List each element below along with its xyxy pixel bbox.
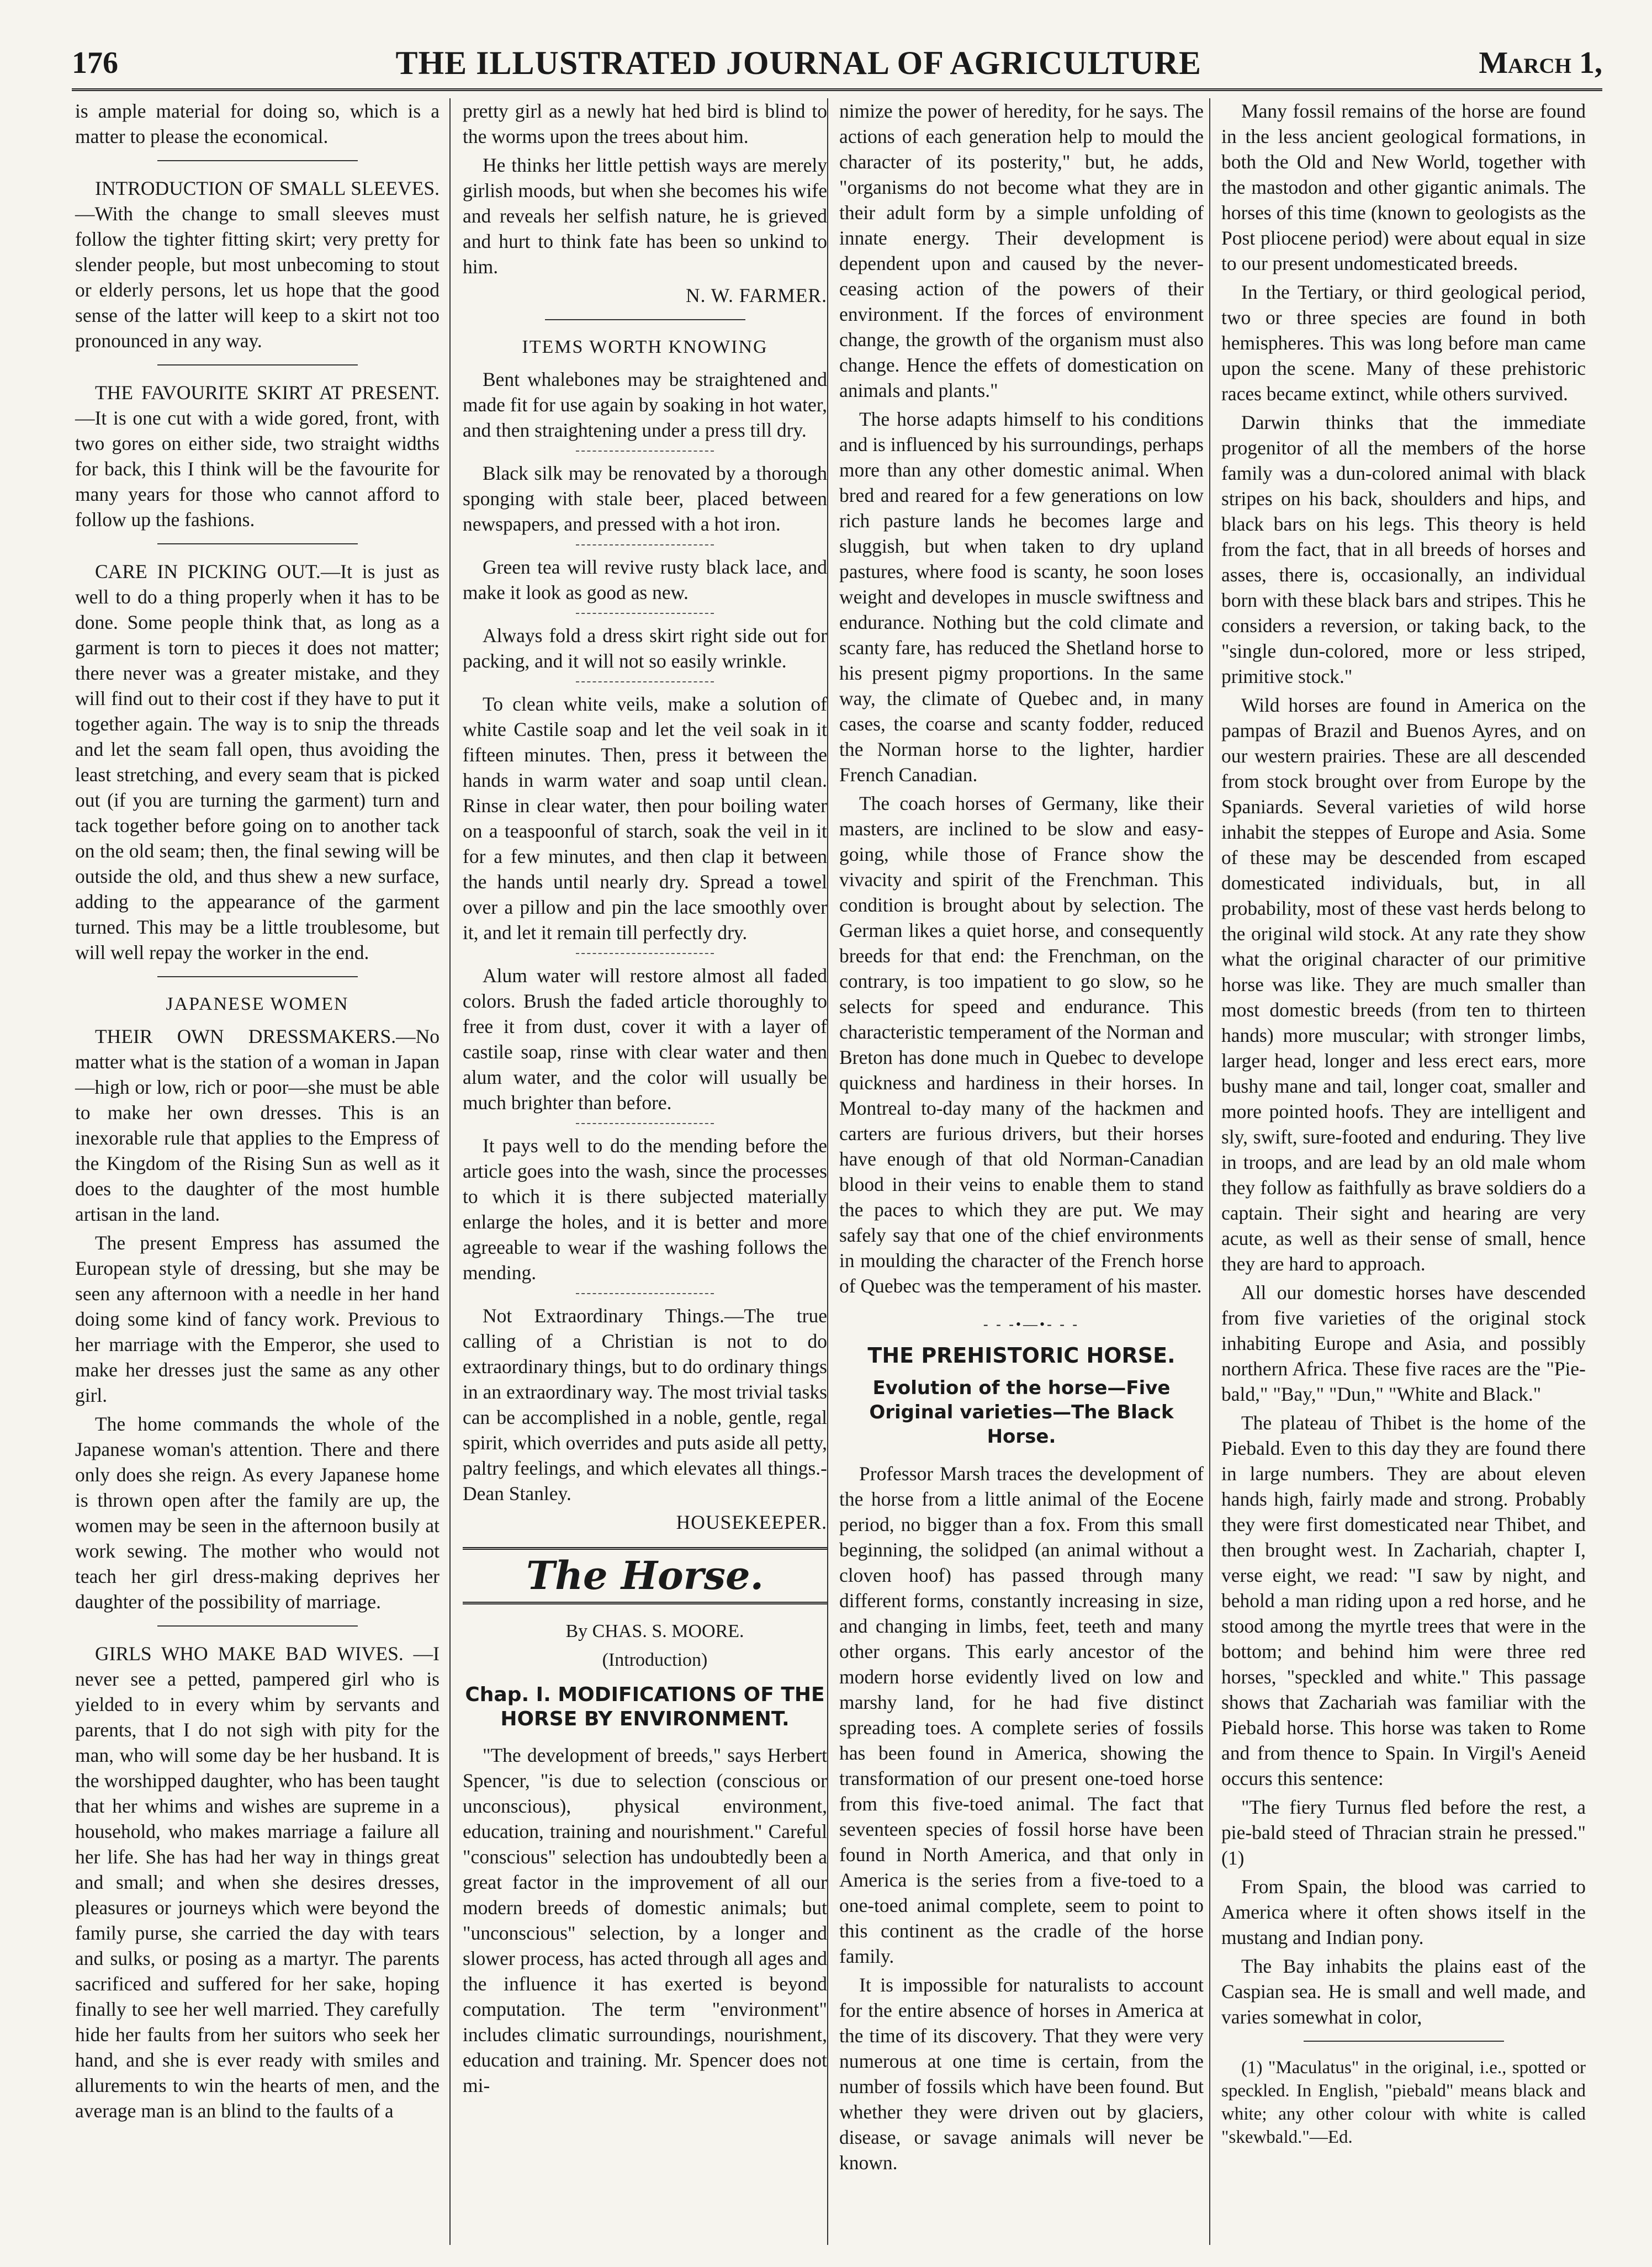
introduction-label: (Introduction) (602, 1650, 708, 1670)
tip-item: Alum water will restore almost all faded colors. Brush the faded article thoroughly to free it from dust, cover it with a layer of castile soap, rinse with clear water and then alum water, and the color will usually be much brighter than before. (463, 965, 827, 1114)
author-signature: HOUSEKEEPER. (676, 1511, 827, 1533)
divider (157, 1625, 358, 1627)
article-paragraph: All our domestic horses have descended from five varieties of the original stock inhabiting Europe and Asia, and possibly northern Africa. These five races are the "Pie-bald," "Bay," "Dun," "White and Black." (1221, 1281, 1586, 1405)
chapter-heading: Chap. I. MODIFICATIONS OF THE HORSE BY ENVIRONMENT. (465, 1683, 825, 1730)
article-small-sleeves: INTRODUCTION OF SMALL SLEEVES.—With the change to small sleeves must follow the tighter fitting skirt; very pretty for slender people, but most unbecoming to stout or elderly persons, let us hope that the good sense of the latter will keep to a skirt not too pronounced in any way. (75, 177, 440, 352)
divider (576, 681, 714, 682)
article-paragraph: The plateau of Thibet is the home of the Piebald. Even to this day they are found there in large numbers. They are about eleven hands high, fairly made and strong. Probably they were first domesticated near Thibet, and then brought west. In Zachariah, chapter I, verse eight, we read: "I saw by night, and behold a man riding upon a red horse, and he stood among the myrtle trees that were in the bottom; and behind him were three red horses, "speckled and white." This passage shows that Zachariah was familiar with the Piebald horse. This horse was taken to Rome and from thence to Spain. In Virgil's Aeneid occurs this sentence: (1221, 1412, 1586, 1789)
article-paragraph: From Spain, the blood was carried to America where it often shows itself in the mustang and Indian pony. (1221, 1876, 1586, 1948)
article-paragraph: The Bay inhabits the plains east of the Caspian sea. He is small and well made, and varies somewhat in color, (1221, 1955, 1586, 2028)
column-rule (1209, 98, 1210, 2245)
article-paragraph: THEIR OWN DRESSMAKERS.—No matter what is the station of a woman in Japan—high or low, rich or poor—she must be able to make her own dresses. This is an inexorable rule that applies to the Empress of the Kingdom of the Rising Sun as well as it does to the daughter of the most humble artisan in the land. (75, 1025, 440, 1225)
divider (576, 953, 714, 954)
divider (576, 1123, 714, 1124)
author-signature: N. W. FARMER. (686, 284, 827, 306)
footnote: (1) "Maculatus" in the original, i.e., spotted or speckled. In English, "piebald" means black and white; any other colour with white is called "skewbald."—Ed. (1221, 2058, 1586, 2147)
column-rule (827, 98, 828, 2245)
article-continuation: is ample material for doing so, which is a matter to please the economical. (75, 100, 440, 147)
section-title-the-horse: The Horse. (463, 1547, 827, 1604)
article-favourite-skirt: THE FAVOURITE SKIRT AT PRESENT.—It is one cut with a wide gored, front, with two gores on either side, two straight widths for back, this I think will be the favourite for many years for those who cannot afford to follow up the fashions. (75, 382, 440, 531)
article-continuation: pretty girl as a newly hat hed bird is blind to the worms upon the trees about him. (463, 100, 827, 147)
article-paragraph: "The development of breeds," says Herbert Spencer, "is due to selection (conscious or unconscious), physical environment, education, training and nourishment." Careful "conscious" selection has undoubtedly been a great factor in the improvement of all our modern breeds of domestic animals; but "unconscious" selection, by a longer and slower process, has acted through all ages and the influence it has exerted is beyond computation. The term "environment" includes climatic surroundings, nourishment, education and training. Mr. Spencer does not mi- (463, 1744, 827, 2096)
article-paragraph: Wild horses are found in America on the pampas of Brazil and Buenos Ayres, and on our western prairies. These are all descended from stock brought over from Europe by the Spaniards. Several varieties of wild horse inhabit the steppes of Europe and Asia. Some of these may be descended from escaped domesticated individuals, but, in all probability, most of these vast herds belong to the original wild stock. At any rate they show what the original character of our primitive horse was like. They are much smaller than most domestic breeds (from ten to thirteen hands) more muscular; with stronger limbs, larger head, longer and less erect ears, more bushy mane and tail, longer coat, smaller and more pointed hoofs. They are intelligent and sly, swift, sure-footed and enduring. They live in troops, and are lead by an old male whom they follow as faithfully as brave soldiers do a captain. Their sight and hearing are very acute, as well as their sense of small, hence they are hard to approach. (1221, 694, 1586, 1275)
byline: By CHAS. S. MOORE. (565, 1621, 744, 1641)
ornament-divider: - - -•—•- - - (983, 1316, 1080, 1332)
divider (157, 976, 358, 977)
divider (576, 1293, 714, 1294)
issue-date: March 1, (1479, 46, 1602, 80)
article-paragraph: The horse adapts himself to his conditions and is influenced by his surroundings, perhaps more than any other domestic animal. When bred and reared for a few generations on low rich pasture lands he becomes large and sluggish, but when taken to dry upland pastures, where food is scanty, he soon loses weight and developes in muscle swiftness and endurance. Nothing but the cold climate and scanty fare, has reduced the Shetland horse to his present pigmy proportions. In the same way, the climate of Quebec and, in many cases, the coarse and scanty fodder, reduced the Norman horse to the lighter, hardier French Canadian. (839, 408, 1204, 786)
article-paragraph: It is impossible for naturalists to account for the entire absence of horses in America at the time of its discovery. That they were very numerous at one time is certain, from the number of fossils which have been found. But whether they were driven out by glaciers, disease, or savage animals will never be known. (839, 1974, 1204, 2174)
subheading-evolution: Evolution of the horse—Five Original varieties—The Black Horse. (869, 1377, 1174, 1448)
journal-title: THE ILLUSTRATED JOURNAL OF AGRICULTURE (395, 44, 1201, 81)
quotation: "The fiery Turnus fled before the rest, a pie-bald steed of Thracian strain he pressed." (1) (1221, 1796, 1586, 1869)
column-1 (75, 98, 440, 2127)
article-care-picking-out: CARE IN PICKING OUT.—It is just as well to do a thing properly when it has to be done. Some people think that, as long as a garment is torn to pieces it does not matter; there never was a greater mistake, and they will find out to their cost if they have to put it together again. The way is to snip the threads and let the seam fall open, thus avoiding the least stretching, and every seam that is picked out (if you are turning the garment) turn and tack together before going on to another tack on the old seam; then, the final sewing will be outside the old, and thus shew a new surface, adding to the appearance of the garment turned. This may be a little troublesome, but will well repay the worker in the end. (75, 560, 440, 963)
heading-items-worth-knowing: ITEMS WORTH KNOWING (522, 337, 768, 357)
tip-item: To clean white veils, make a solution of white Castile soap and let the veil soak in it fifteen minutes. Then, press it between the hands in warm water and soap until clean. Rinse in clear water, then pour boiling water on a teaspoonful of starch, soak the veil in it for a few minutes, and then clap it between the hands until nearly dry. Spread a towel over a pillow and pin the lace smoothly over it, and let it remain till perfectly dry. (463, 693, 827, 944)
article-paragraph: He thinks her little pettish ways are merely girlish moods, but when she becomes his wife and reveals her selfish nature, he is grieved and hurt to think fate has been so unkind to him. (463, 154, 827, 278)
tip-item: Black silk may be renovated by a thorough sponging with stale beer, placed between newspapers, and pressed with a hot iron. (463, 462, 827, 535)
article-paragraph: The coach horses of Germany, like their masters, are inclined to be slow and easy-going, while those of France show the vivacity and spirit of the Frenchman. This condition is brought about by selection. The German likes a quiet horse, and consequently breeds for that end: the Frenchman, on the contrary, is too impatient to go slow, so he selects for speed and endurance. This characteristic temperament of the Norman and Breton has done much in Quebec to develope quickness and hardiness in their horses. In Montreal to-day many of the hackmen and carters are furious drivers, but their horses have enough of that old Norman-Canadian blood in their veins to enable them to stand the paces to which they are put. We may safely say that one of the chief environments in moulding the character of the French horse of Quebec was the temperament of his master. (839, 792, 1204, 1297)
column-4 (1221, 98, 1586, 2152)
column-rule (449, 98, 451, 2245)
article-paragraph: Darwin thinks that the immediate progenitor of all the members of the horse family was a dun-colored animal with black stripes on his back, shoulders and hips, and black bars on his legs. This theory is held from the fact, that in all breeds of horses and asses, there is, occasionally, an individual born with these black bars and stripes. This he considers a reversion, or taking back, to the "single dun-colored, more or less striped, primitive stock." (1221, 411, 1586, 687)
article-paragraph: The home commands the whole of the Japanese woman's attention. There and there only does she reign. As every Japanese home is thrown open after the family are up, the women may be seen in the afternoon busily at work sewing. The mother who would not teach her girl dress-making deprives her daughter of the possibility of marriage. (75, 1413, 440, 1613)
tip-item: Green tea will revive rusty black lace, and make it look as good as new. (463, 556, 827, 603)
spacer (839, 1302, 1204, 1312)
column-3 (839, 98, 1204, 2179)
divider (157, 160, 358, 161)
tip-item: Not Extraordinary Things.—The true calling of a Christian is not to do extraordinary things, but to do ordinary things in an extraordinary way. The most trivial tasks can be accomplished in a noble, gentle, regal spirit, which overrides and puts aside all petty, paltry feelings, and which elevates all things.- Dean Stanley. (463, 1305, 827, 1505)
article-paragraph: Professor Marsh traces the development of the horse from a little animal of the Eocene period, no bigger than a fox. From this small beginning, the solidped (an animal without a cloven hoof) has passed through many different forms, constantly increasing in size, and changing in limbs, feet, teeth and many other organs. This early ancestor of the modern horse evidently lived on low and marshy land, for he had five distinct spreading toes. A complete series of fossils has been found in America, showing the transformation of our present one-toed horse from this five-toed animal. The fact that seventeen species of fossil horse have been found in North America, and that only in America is the series from a five-toed to a one-toed animal complete, seem to point to this continent as the cradle of the horse family. (839, 1463, 1204, 1967)
page-number: 176 (72, 46, 118, 80)
divider (576, 451, 714, 452)
tip-item: Always fold a dress skirt right side out for packing, and it will not so easily wrinkle. (463, 624, 827, 672)
article-continuation: nimize the power of heredity, for he says. The actions of each generation help to mould the character of its posterity," but, he adds, "organisms do not become what they are in their adult form by a simple unfolding of innate energy. Their development is dependent upon and caused by the never-ceasing action of the powers of their environment. If the forces of environment change, the growth of the organism must also change. Hence the effets of domestication on animals and plants." (839, 100, 1204, 401)
heading-japanese-women: JAPANESE WOMEN (166, 994, 349, 1014)
masthead (72, 38, 1602, 91)
divider (157, 364, 358, 366)
article-paragraph: Many fossil remains of the horse are found in the less ancient geological formations, in both the Old and New World, together with the mastodon and other gigantic animals. The horses of this time (known to geologists as the Post pliocene period) were about equal in size to our present undomesticated breeds. (1221, 100, 1586, 274)
tip-item: Bent whalebones may be straightened and made fit for use again by soaking in hot water, and then straightening under a press till dry. (463, 368, 827, 441)
article-girls-bad-wives: GIRLS WHO MAKE BAD WIVES. —I never see a petted, pampered girl who is yielded to in every whim by servants and parents, that I do not sigh with pity for the man, who will some day be her husband. It is the worshipped daughter, who has been taught that her whims and wishes are supreme in a household, who makes marriage a failure all her life. She has had her way in things great and small; and when she desires dresses, pleasures or journeys which were beyond the family purse, she carried the day with tears and sulks, or posing as a martyr. The parents sacrificed and suffered for her sake, hoping finally to see her well married. They carefully hide her faults from her suitors who seek her hand, and she is ever ready with smiles and allurements to win the hearts of men, and the average man is an blind to the faults of a (75, 1643, 440, 2122)
article-paragraph: In the Tertiary, or third geological period, two or three species are found in both hemispheres. This was long before man came upon the scene. Many of these prehistoric races became extinct, while others survived. (1221, 281, 1586, 405)
divider (1304, 2041, 1504, 2042)
heading-prehistoric-horse: THE PREHISTORIC HORSE. (867, 1343, 1176, 1368)
tip-item: It pays well to do the mending before the article goes into the wash, since the processes to which it is there subjected materially enlarge the holes, and it is better and more agreeable to wear if the washing follows the mending. (463, 1135, 827, 1284)
divider (576, 613, 714, 614)
column-2 (463, 98, 827, 2101)
divider (576, 544, 714, 545)
divider (157, 543, 358, 544)
divider (545, 319, 745, 320)
article-paragraph: The present Empress has assumed the European style of dressing, but she may be seen any afternoon with a needle in her hand doing some kind of fancy work. Previous to her marriage with the Emperor, she used to make her dresses just the same as any other girl. (75, 1232, 440, 1406)
